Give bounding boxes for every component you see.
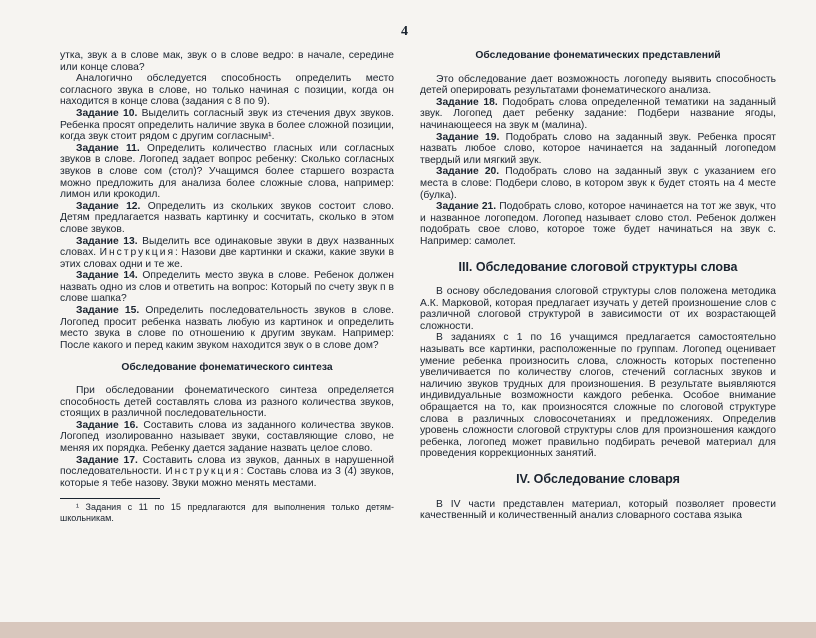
chapter-heading-syllable-structure: III. Обследование слоговой структуры слова [458, 259, 738, 274]
task-text: Определить место звука в слове. Ребенок должен назвать одно из слов и ответить на вопрос: Который по счету звук п в слове шапка? [60, 270, 394, 305]
task-14 [60, 270, 394, 305]
task-label: Задание 20. [436, 166, 500, 178]
task-label: Задание 14. [76, 270, 138, 282]
task-text: : Назови две картинки и скажи, какие звуки в этих словах одни и те же. [60, 247, 394, 270]
task-text: Определить последовательность звуков в слове. Логопед просит ребенка назвать любую из картинок и определить место звука в слове по отношению к другим звукам. Например: После какого и перед каким звуком находится звук о в слове дом? [60, 305, 394, 351]
left-column [60, 50, 394, 524]
paragraph: В заданиях с 1 по 16 учащимся предлагается самостоятельно называть все картинки, расположенные по группам. Логопед оценивает умение ребенка произносить слова, сложность которых постепенно увеличивается по количеству слогов, стечений согласных звуков и наличию звуков трудных для произношения. В результате выявляются индивидуальные возможности каждого ребенка. Особое внимание обращается на то, как произносятся сложные по слоговой структуре слова в различных словосочетаниях и предложениях. Определив уровень сложности слоговой структуры слов для произношения каждого ребенка, логопед может правильно подбирать речевой материал для проведения коррекционных занятий. [420, 332, 776, 460]
task-18 [420, 97, 776, 132]
paragraph: Аналогично обследуется способность определить место согласного звука в слове, но только начиная с позиции, когда он находится в конце слова (задания с 8 по 9). [60, 73, 394, 108]
task-21 [420, 201, 776, 247]
chapter-heading-vocabulary: IV. Обследование словаря [516, 472, 680, 486]
task-text: Подобрать слова определенной тематики на заданный звук. Логопед дает ребенку задание: Подбери название ягоды, начинающееся на звук м (малина). [420, 96, 776, 131]
task-17 [60, 455, 394, 490]
instruction-word: Инструкция [99, 247, 176, 259]
task-13 [60, 236, 394, 271]
task-10 [60, 108, 394, 143]
task-label: Задание 19. [436, 131, 500, 143]
task-label: Задание 16. [76, 419, 139, 431]
paragraph: В IV части представлен материал, который позволяет провести качественный и количественный анализ словарного состава языка [420, 498, 776, 522]
footnote-divider [60, 498, 160, 499]
task-text: Выделить согласный звук из стечения двух звуков. Ребенка просят определить наличие звука в более сложной позиции, когда звук стоит рядом с другим согласным¹. [60, 107, 394, 143]
task-text: Подобрать слово на заданный звук с указанием его места в слове: Подбери слово, в котором звук к будет стоять на 4 месте (булка). [420, 166, 776, 201]
paragraph: Это обследование дает возможность логопеду выявить способность детей оперировать результатами фонематического анализа. [420, 73, 776, 97]
instruction-word: Инструкция [165, 466, 241, 478]
task-19 [420, 132, 776, 167]
task-16 [60, 420, 394, 455]
task-label: Задание 12. [76, 200, 141, 212]
task-12 [60, 201, 394, 236]
paragraph: В основу обследования слоговой структуры слов положена методика А.К. Марковой, которая предлагает изучать у детей произношение слов с различной слоговой структурой в зависимости от их возрастающей сложности. [420, 286, 776, 332]
paragraph: При обследовании фонематического синтеза определяется способность детей составлять слова из разного количества звуков, стоящих в различной последовательности. [60, 385, 394, 420]
task-text: : Составь слова из 3 (4) звуков, которые я тебе назову. Звуки можно менять местами. [60, 466, 394, 489]
task-text: Подобрать слово, которое начинается на тот же звук, что и названное логопедом. Логопед называет слово стол. Ребенок должен подобрать свое слово, которое тоже будет начинаться на звук с. Например: самолет. [420, 201, 776, 247]
task-text: Определить из скольких звуков состоит слово. Детям предлагается назвать картинку и сосчитать, сколько в этом слове звуков. [60, 200, 394, 235]
section-heading-representations: Обследование фонематических представлений [475, 50, 721, 61]
task-text: Составить слова из звуков, данных в нарушенной последовательности. [60, 454, 394, 478]
task-label: Задание 15. [76, 305, 140, 317]
page-number: 4 [401, 24, 408, 39]
task-text: Подобрать слово на заданный звук. Ребенка просят назвать любое слово, которое начинается на заданный логопедом твердый или мягкий звук. [420, 131, 776, 166]
task-label: Задание 11. [76, 142, 140, 154]
task-label: Задание 13. [76, 235, 138, 247]
task-text: Выделить все одинаковые звуки в двух названных словах. [60, 235, 394, 259]
page-bottom-edge [0, 622, 816, 638]
paragraph: утка, звук а в слове мак, звук о в слове ведро: в начале, середине или конце слова? [60, 50, 394, 73]
task-text: Составить слова из заданного количества звуков. Логопед изолированно называет звуки, составляющие слово, не меняя их порядка. Ребенку дается задание назвать целое слово. [60, 419, 394, 454]
task-text: Определить количество гласных или согласных звуков в слове. Логопед задает вопрос ребенку: Сколько согласных звуков в слове сом (стол)? Учащимся более старшего возраста можно предложить для анализа более сложные слова, например: лимон или крокодил. [60, 142, 394, 201]
right-column [420, 50, 776, 522]
footnote: ¹ Задания с 11 по 15 предлагаются для выполнения только детям-школьникам. [60, 502, 394, 524]
task-label: Задание 18. [436, 96, 498, 108]
task-11 [60, 143, 394, 201]
section-heading-synthesis: Обследование фонематического синтеза [121, 362, 333, 374]
task-label: Задание 10. [76, 107, 138, 119]
task-label: Задание 21. [436, 201, 497, 213]
task-label: Задание 17. [76, 454, 138, 466]
task-20 [420, 166, 776, 201]
task-15 [60, 305, 394, 351]
